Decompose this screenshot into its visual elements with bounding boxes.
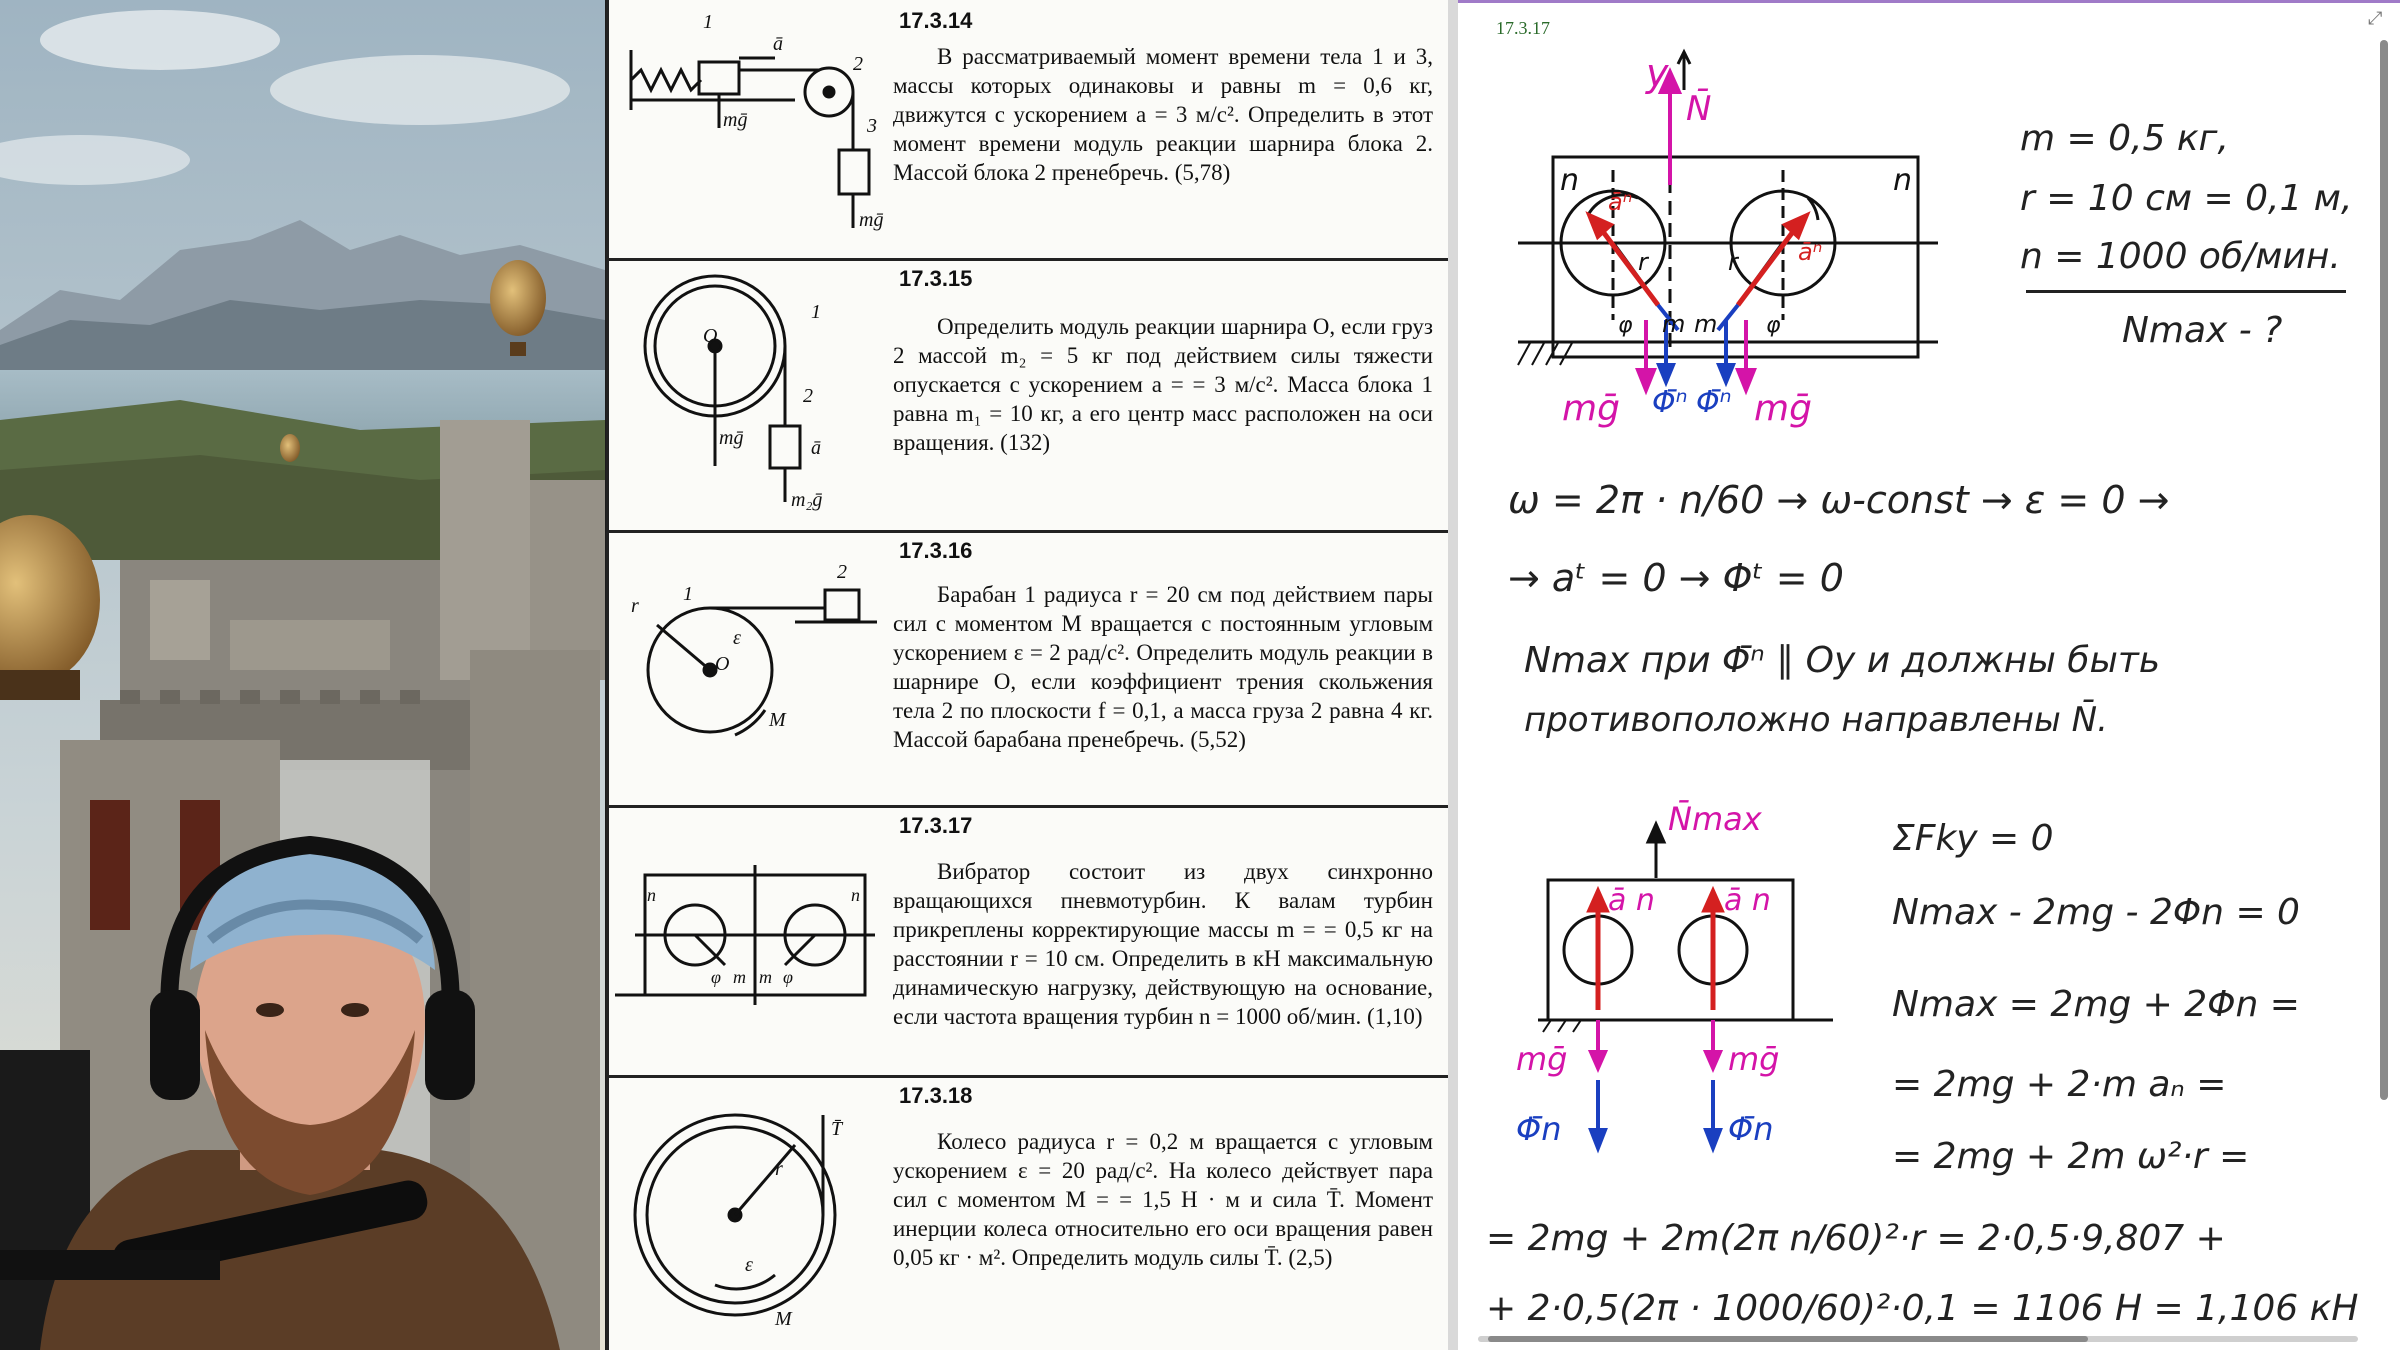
fig-label: ā	[773, 33, 783, 55]
final-line-1: = 2mg + 2m(2π n/60)²·r = 2·0,5·9,807 +	[1486, 1218, 2226, 1259]
fig-label: ā	[811, 437, 821, 459]
problem-number: 17.3.17	[899, 813, 973, 838]
given-radius: r = 10 см = 0,1 м,	[2020, 178, 2353, 219]
gravity-label: mḡ	[1728, 1040, 1780, 1078]
problem-number: 17.3.14	[899, 8, 973, 33]
radius-label: r	[1728, 248, 1738, 276]
expand-icon[interactable]: ⤢	[2368, 8, 2383, 28]
problem-text: В рассматриваемый момент времени тела 1 и 3, массы которых одинаковы и равны m = 0,6 кг, движутся с ускорением a = 3 м/с². Определить в этот момент времени модуль реакции шарнира блока 2. Массой блока 2 пренебречь. (5,78)	[893, 44, 1433, 185]
accel-label: ā n	[1608, 883, 1655, 918]
force-nmax-label: N̄max	[1668, 800, 1762, 838]
fig-label: T̄	[831, 1118, 843, 1140]
problem-text: Определить модуль реакции шарнира O, если груз 2 массой m₂ = 5 кг под действием силы тяжести опускается с ускорением a = = 3 м/с². Масса блока 1 равна m₁ = 10 кг, а его центр масс расположен на оси вращения. (132)	[893, 314, 1433, 455]
fig-label: ε	[733, 627, 741, 649]
problem-number: 17.3.18	[899, 1083, 973, 1108]
force-n-label: N̄	[1686, 89, 1712, 129]
fig-label: M	[769, 709, 786, 731]
gravity-label: mḡ	[1754, 388, 1812, 429]
fig-label: mḡ	[859, 209, 884, 231]
fig-label: m₂ḡ	[791, 489, 823, 511]
inertia-label: Φ̄ⁿ	[1696, 385, 1732, 420]
problem-text: Колесо радиуса r = 0,2 м вращается с угловым ускорением ε = 20 рад/с². На колесо действует пара сил с моментом M = = 1,5 Н · м и сила T̄. Момент инерции колеса относительно его оси вращения равен 0,05 кг · м². Определить модуль силы T̄. (2,5)	[893, 1129, 1433, 1270]
fig-label: ε	[745, 1254, 753, 1276]
fig-label: mḡ	[719, 427, 744, 449]
accel-label: āⁿ	[1608, 188, 1633, 216]
problem-17-3-18-figure	[615, 1075, 885, 1335]
fig-label: 1	[811, 301, 821, 323]
final-line-2: + 2·0,5(2π · 1000/60)²·0,1 = 1106 Н = 1,106 кН	[1486, 1288, 2359, 1329]
vibrator-diagram-1	[1498, 20, 2018, 450]
given-frequency: n = 1000 об/мин.	[2020, 236, 2341, 277]
horizontal-scrollbar-thumb[interactable]	[1488, 1336, 2088, 1342]
gravity-label: mḡ	[1516, 1040, 1568, 1078]
accel-label: āⁿ	[1798, 238, 1823, 266]
webcam-overlay	[0, 820, 610, 1350]
solution-line-3: Nmax = 2mg + 2Φn =	[1892, 984, 2300, 1025]
mass-label: m	[1662, 310, 1686, 338]
whiteboard-problem-label: 17.3.17	[1496, 18, 1550, 38]
fig-label: m	[733, 967, 746, 987]
solution-line-1: ΣFky = 0	[1892, 818, 2054, 859]
whiteboard-top-border	[1458, 0, 2400, 3]
fig-label: O	[703, 325, 718, 347]
problem-text: Барабан 1 радиуса r = 20 см под действием пары сил с моментом M вращается с постоянным угловым ускорением ε = 2 рад/с². Определить модуль реакции в шарнире O, если коэффициент трения скольжения тела 2 по плоскости f = 0,1, а масса груза 2 равна 4 кг. Массой барабана пренебречь. (5,52)	[893, 582, 1433, 752]
solution-line-2: Nmax - 2mg - 2Φn = 0	[1892, 892, 2300, 933]
solution-line-5: = 2mg + 2m ω²·r =	[1892, 1136, 2250, 1177]
mass-label: m	[1694, 310, 1718, 338]
inertia-label: Φ̄n	[1728, 1110, 1774, 1148]
streamer-webcam-image	[0, 820, 610, 1350]
equation-tangential: → aᵗ = 0 → Φᵗ = 0	[1508, 556, 1844, 600]
fig-label: n	[851, 885, 860, 905]
fig-label: 1	[703, 11, 713, 33]
axis-y-label: y	[1646, 51, 1669, 95]
fig-label: r	[631, 595, 639, 617]
angle-label: φ	[1766, 313, 1781, 338]
equation-omega: ω = 2π · n/60 → ω-const → ε = 0 →	[1508, 478, 2170, 522]
fig-label: 2	[803, 385, 813, 407]
problem-number: 17.3.16	[899, 538, 973, 563]
panel-divider[interactable]	[1448, 0, 1458, 1350]
problem-17-3-15	[609, 258, 1451, 533]
balloon-image	[490, 260, 546, 336]
problem-17-3-16-figure	[615, 530, 885, 790]
fig-label: M	[775, 1308, 792, 1330]
problem-text: Вибратор состоит из двух синхронно вращающихся пневмотурбин. К валам турбин прикреплены корректирующие массы m = = 0,5 кг на расстоянии r = 10 см. Определить в кН максимальную динамическую нагрузку, действующую на основание, если частота вращения турбин n = 1000 об/мин. (1,10)	[893, 859, 1433, 1029]
unknown-nmax: Nmax - ?	[2122, 310, 2283, 351]
problem-17-3-14-figure	[615, 0, 885, 250]
textbook-page	[606, 0, 1451, 1350]
fig-label: φ	[783, 967, 793, 987]
angle-label: φ	[1618, 313, 1633, 338]
radius-label: r	[1638, 248, 1648, 276]
accel-label: ā n	[1724, 883, 1771, 918]
fig-label: m	[759, 967, 772, 987]
problem-17-3-14	[609, 0, 1451, 261]
note-line-1: Nmax при Φ̄ⁿ ∥ Oy и должны быть	[1524, 640, 2161, 681]
vertical-scrollbar[interactable]	[2380, 40, 2388, 1100]
fig-label: 2	[837, 561, 847, 583]
fig-label: r	[775, 1158, 783, 1180]
inertia-label: Φ̄n	[1516, 1110, 1562, 1148]
whiteboard-canvas[interactable]	[1458, 0, 2400, 1350]
fig-label: 3	[867, 115, 877, 137]
note-line-2: противоположно направлены N̄.	[1524, 700, 2108, 740]
problem-17-3-17	[609, 805, 1451, 1078]
problem-number: 17.3.15	[899, 266, 973, 291]
fig-label: mḡ	[723, 109, 748, 131]
given-mass: m = 0,5 кг,	[2020, 118, 2229, 159]
fig-label: O	[715, 653, 730, 675]
problem-17-3-17-figure	[615, 805, 885, 1065]
fig-label: 2	[853, 53, 863, 75]
fig-label: 1	[683, 583, 693, 605]
problem-17-3-16	[609, 530, 1451, 808]
given-divider	[2026, 290, 2346, 293]
vibrator-diagram-2	[1498, 770, 1898, 1190]
fig-label: φ	[711, 967, 721, 987]
fig-label: n	[647, 885, 656, 905]
gravity-label: mḡ	[1562, 388, 1620, 429]
inertia-label: Φ̄ⁿ	[1652, 385, 1688, 420]
problem-17-3-18	[609, 1075, 1451, 1350]
problem-17-3-15-figure	[615, 258, 885, 518]
solution-line-4: = 2mg + 2·m aₙ =	[1892, 1064, 2227, 1105]
rotation-n-label: n	[1560, 163, 1580, 198]
rotation-n-label: n	[1893, 163, 1913, 198]
